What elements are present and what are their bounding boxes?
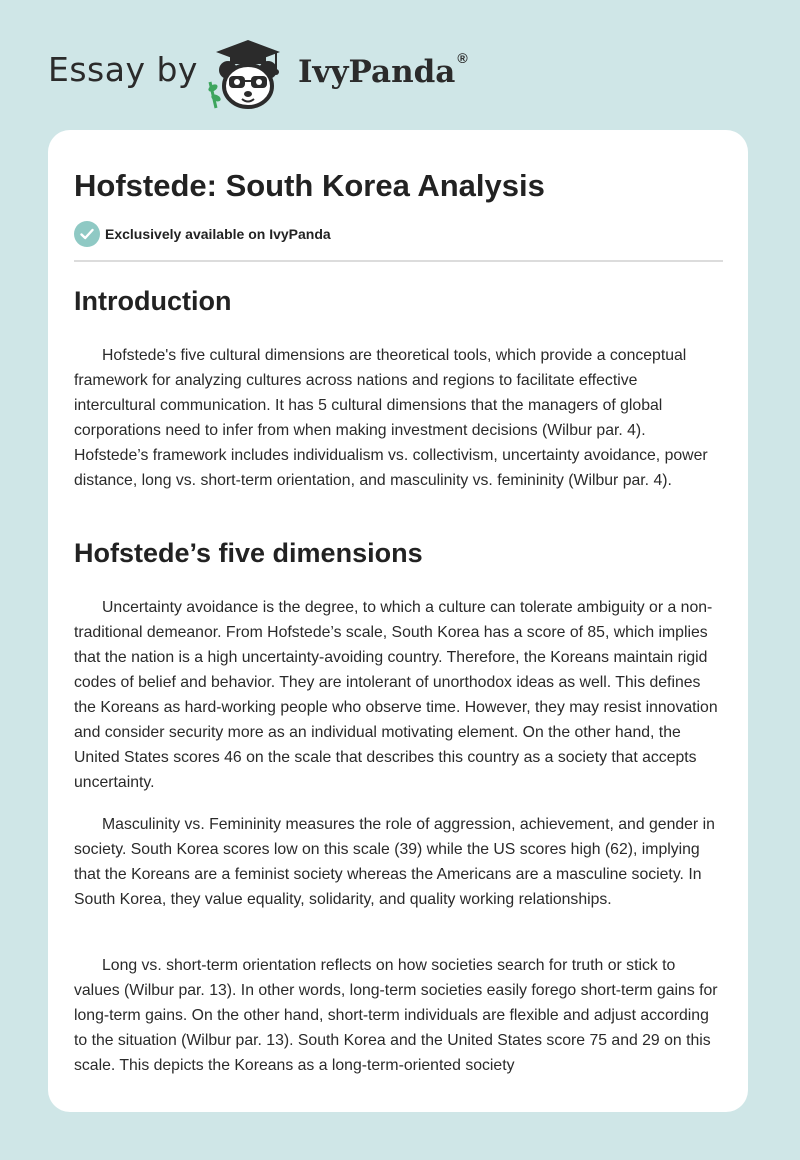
page-title: Hofstede: South Korea Analysis [74, 168, 545, 203]
section-heading-five-dimensions: Hofstede’s five dimensions [74, 538, 423, 568]
brand-name[interactable] [298, 50, 468, 90]
essay-by-label: Essay by [48, 50, 198, 89]
section-heading-introduction: Introduction [74, 286, 232, 316]
paragraph: Masculinity vs. Femininity measures the role of aggression, achievement, and gender in society. South Korea scores low on this scale (39) while the US scores high (62), implying that the Koreans are a feminist society whereas the Americans are a masculine society. In South Korea, they value equality, solidarity, and quality working relationships. [74, 816, 715, 908]
brand-text: IvyPanda [298, 54, 456, 90]
paragraph: Uncertainty avoidance is the degree, to which a culture can tolerate ambiguity or a non-traditional demeanor. From Hofstede’s scale, South Korea has a score of 85, which implies that the nation is a high uncertainty-avoiding country. Therefore, the Koreans maintain rigid codes of belief and behavior. They are intolerant of unorthodox ideas as well. This defines the Koreans as hard-working people who observe time. However, they may resist innovation and consider security more as an individual motivating element. On the other hand, the United States scores 46 on the scale that describes this country as a society that accepts uncertainty. [74, 599, 718, 791]
exclusive-badge-label: Exclusively available on IvyPanda [105, 226, 331, 242]
panda-graduate-logo-icon[interactable] [204, 36, 292, 112]
essay-card [48, 130, 748, 1112]
exclusive-badge [74, 221, 331, 247]
paragraph: Hofstede's five cultural dimensions are theoretical tools, which provide a conceptual framework for analyzing cultures across nations and regions to facilitate effective intercultural communication. It has 5 cultural dimensions that the managers of global corporations need to infer from when making investment decisions (Wilbur par. 4). Hofstede’s framework includes individualism vs. collectivism, uncertainty avoidance, power distance, long vs. short-term orientation, and masculinity vs. femininity (Wilbur par. 4). [74, 347, 708, 489]
paragraph: Long vs. short-term orientation reflects on how societies search for truth or stick to values (Wilbur par. 13). In other words, long-term societies easily forego short-term gains for long-term gains. On the other hand, short-term individuals are flexible and adjust according to the situation (Wilbur par. 13). South Korea and the United States score 75 and 29 on this scale. This depicts the Koreans as a long-term-oriented society [74, 957, 718, 1074]
site-header [48, 28, 648, 112]
check-icon [74, 221, 100, 247]
registered-mark: ® [457, 50, 468, 66]
divider [74, 260, 723, 262]
